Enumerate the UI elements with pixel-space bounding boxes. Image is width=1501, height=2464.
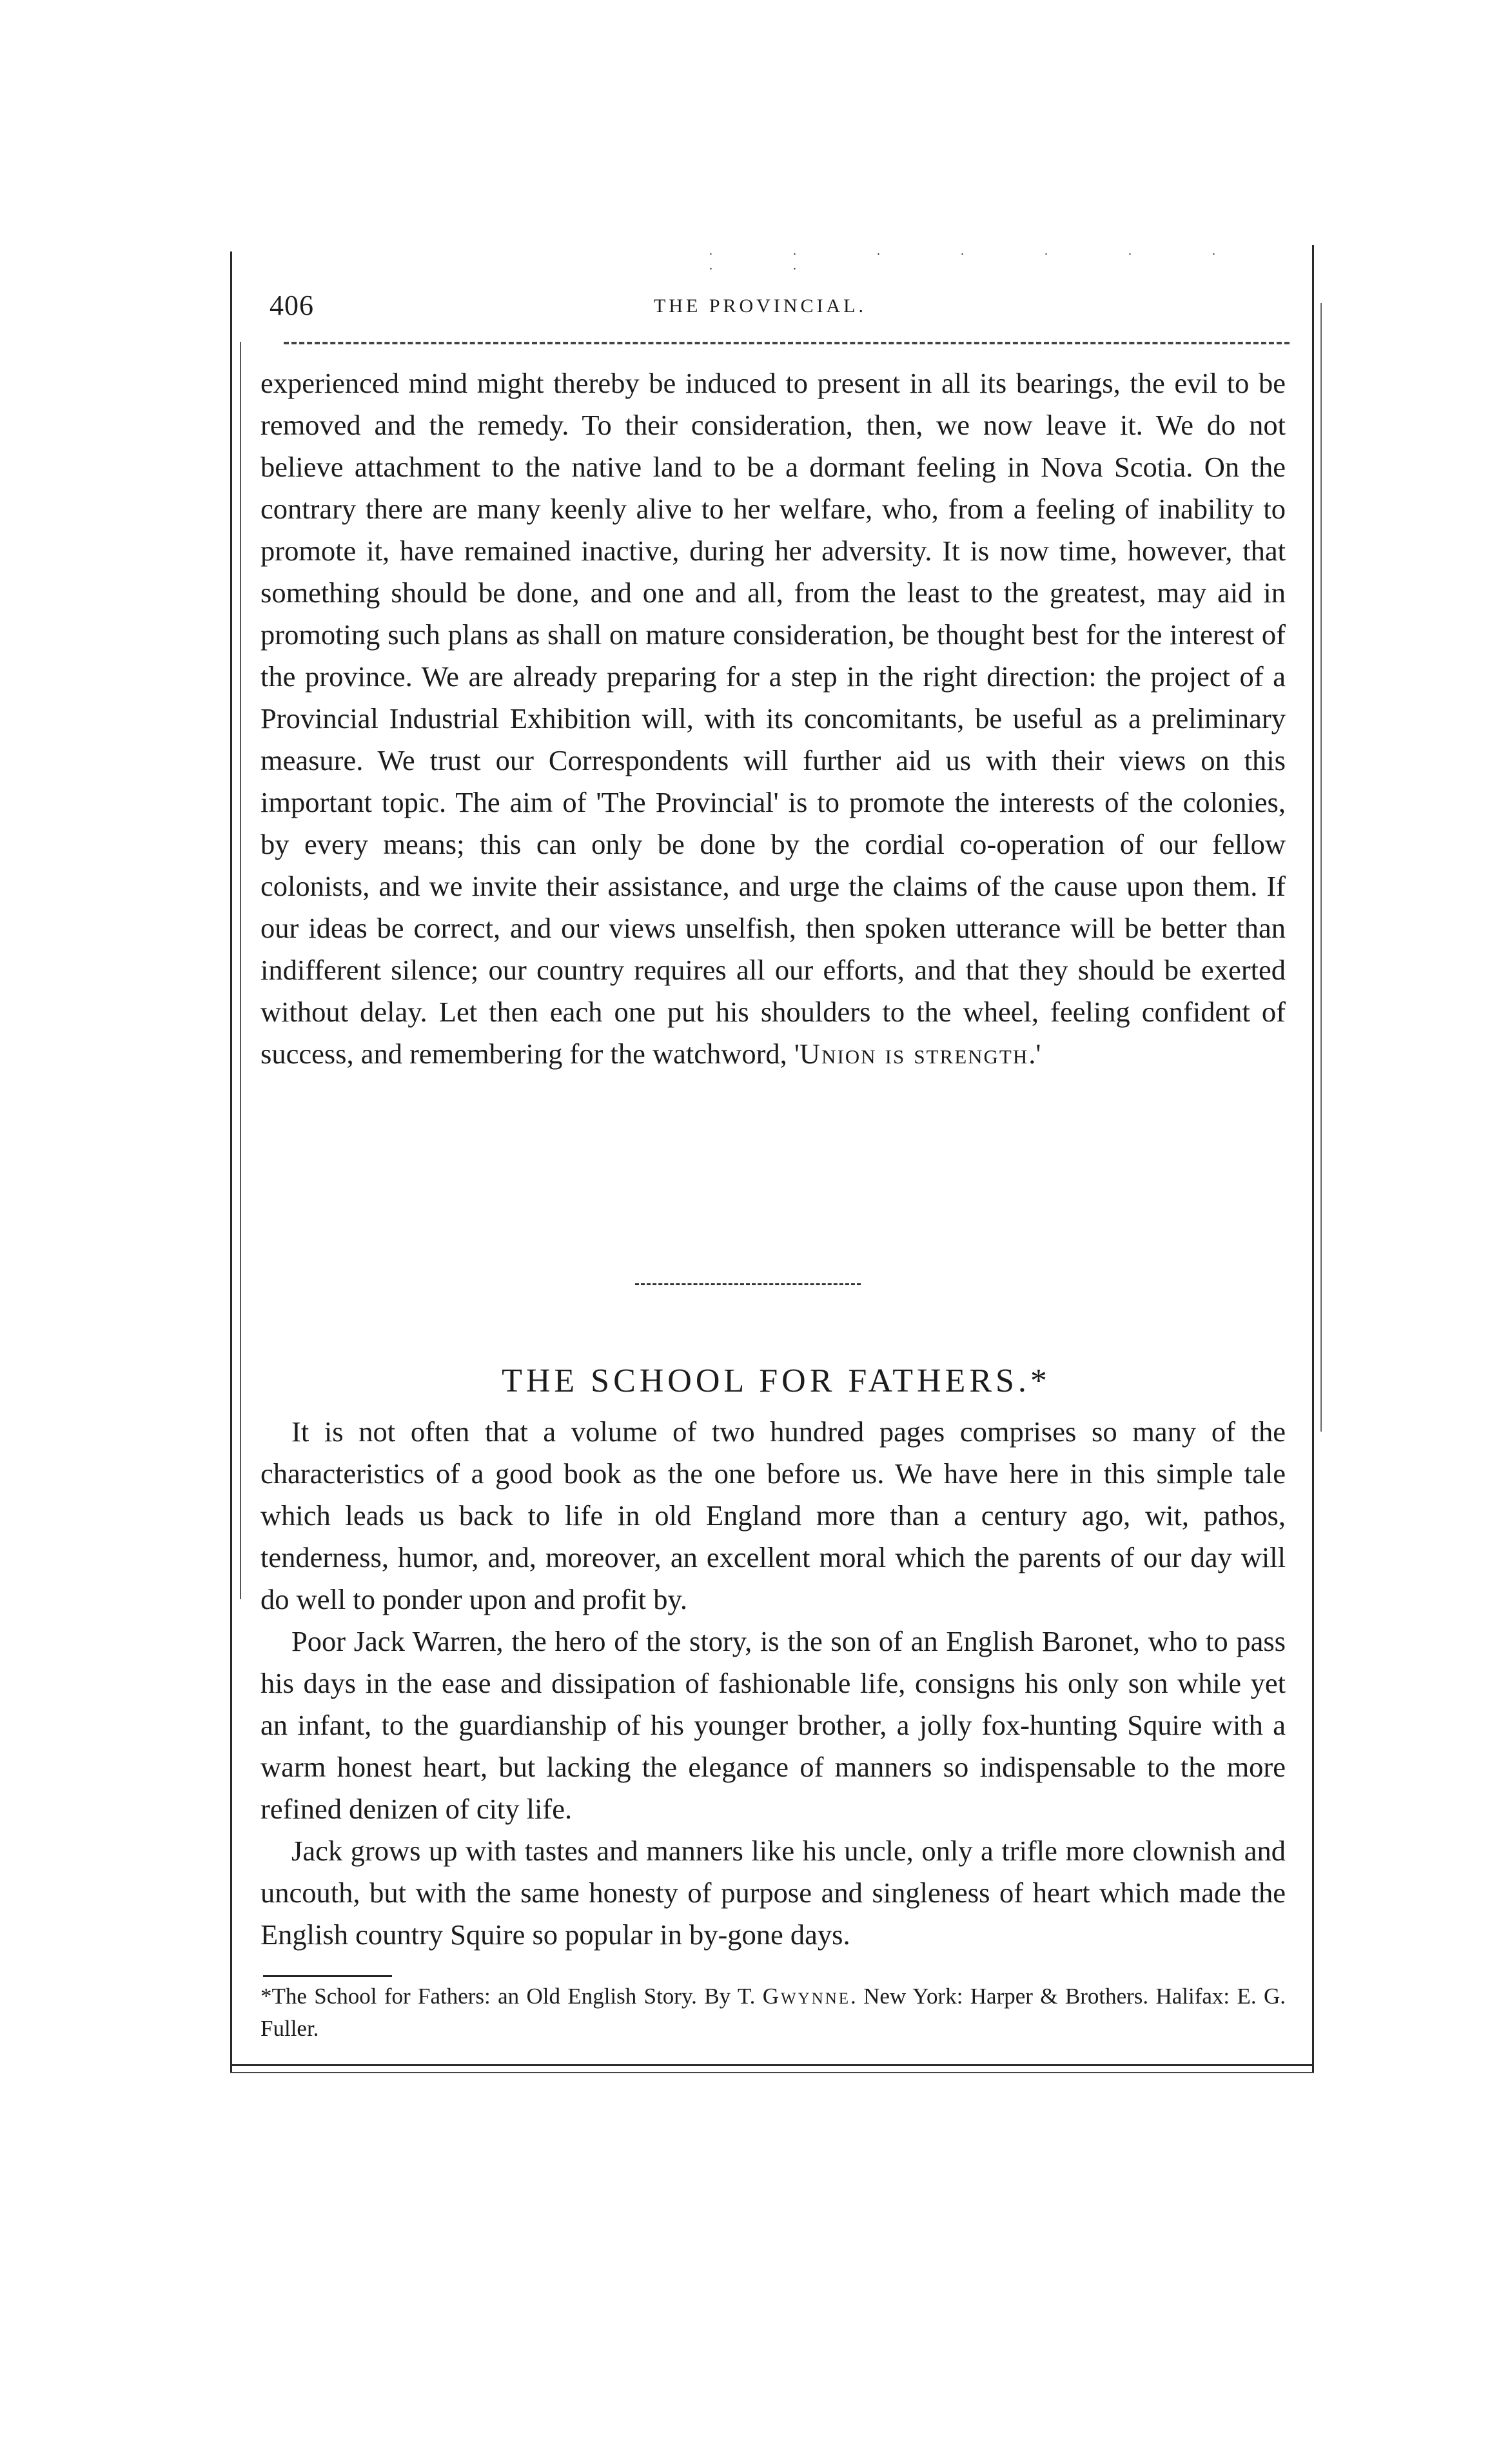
page-number: 406 xyxy=(270,290,314,321)
footnote-rule xyxy=(263,1975,392,1977)
article-paragraph-1: It is not often that a volume of two hundred pages comprises so many of the characteristics of a good book as the one before us. We have here in this simple tale which leads us back to life in old England more than a century ago, wit, pathos, tenderness, humor, and, moreover, an excellent moral which the parents of our day will do well to ponder upon and profit by. xyxy=(260,1415,1286,1615)
page-border-right xyxy=(1312,245,1314,2073)
article-body xyxy=(260,1411,1286,1956)
header-rule xyxy=(284,342,1290,344)
continuation-end: .' xyxy=(1028,1038,1041,1070)
page-border-bottom xyxy=(230,2064,1313,2066)
footnote-author: Gwynne xyxy=(762,1984,851,2009)
article-paragraph-3: Jack grows up with tastes and manners like his uncle, only a trifle more clownish and uncouth, but with the same honesty of purpose and singleness of heart which made the English country Squire so popular in by-gone days. xyxy=(260,1835,1286,1951)
running-head: THE PROVINCIAL. xyxy=(654,295,867,317)
continuation-body: experienced mind might thereby be induced to present in all its bearings, the evil to be removed and the remedy. To their consideration, then, we now leave it. We do not believe attachment to the native land to be a dormant feeling in Nova Scotia. On the contrary there are many keenly alive to her welfare, who, from a feeling of inability to promote it, have remained inactive, during her adversity. It is now time, however, that something should be done, and one and all, from the least to the greatest, may aid in promoting such plans as shall on mature consideration, be thought best for the interest of the province. We are already preparing for a step in the right direction: the project of a Provincial Industrial Exhibition will, with its concomitants, be useful as a preliminary measure. We trust our Correspondents will further aid us with their views on this important topic. The aim of 'The Provincial' is to promote the interests of the colonies, by every means; this can only be done by the cordial co-operation of our fellow colonists, and we invite their assistance, and urge the claims of the cause upon them. If our ideas be correct, and our views unselfish, then spoken utterance will be better than indifferent silence; our country requires all our efforts, and that they should be exerted without delay. Let then each one put his shoulders to the wheel, feeling confident of success, and remembering for the watchword, ' xyxy=(260,367,1286,1070)
continuation-paragraph xyxy=(260,362,1286,1075)
footnote-text: *The School for Fathers: an Old English Story. By T. xyxy=(260,1984,763,2009)
article-title: THE SCHOOL FOR FATHERS.* xyxy=(502,1363,1051,1399)
page-border-right-inner xyxy=(1320,303,1322,1432)
header-dots: . . . . . . . . . xyxy=(709,244,1254,273)
continuation-text xyxy=(260,362,1286,1075)
page-border-left-inner xyxy=(240,342,241,1599)
page-border-left xyxy=(230,251,232,2073)
article-paragraph-2: Poor Jack Warren, the hero of the story, is the son of an English Baronet, who to pass his days in the ease and dissipation of fashionable life, consigns his only son while yet an infant, to the guardianship of his younger brother, a jolly fox-hunting Squire with a warm honest heart, but lacking the elegance of manners so indispensable to the more refined denizen of city life. xyxy=(260,1625,1286,1825)
section-divider xyxy=(635,1283,861,1285)
footnote xyxy=(260,1980,1286,2045)
footnote-publisher: . New York: Harper & Brothers. Halifax: E. G. Fuller. xyxy=(260,1984,1286,2041)
page-border-bottom-inner xyxy=(230,2072,1313,2073)
watchword-motto: Union is strength xyxy=(799,1038,1029,1070)
